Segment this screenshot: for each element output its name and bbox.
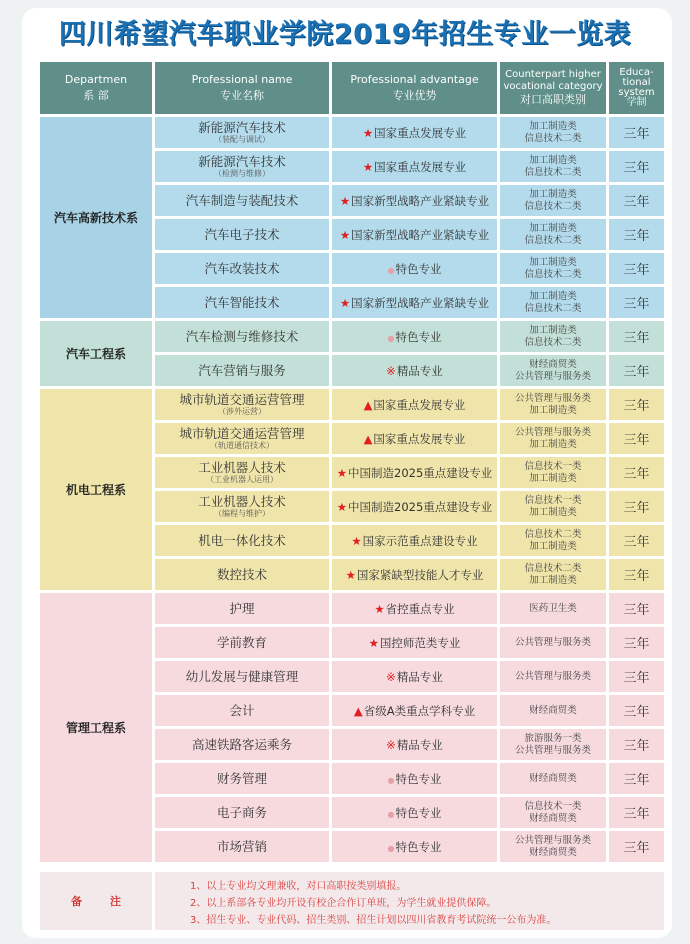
- advantage-marker-icon: ※: [386, 669, 396, 684]
- major-name: 数控技术: [216, 567, 267, 582]
- major-name: 新能源汽车技术: [198, 120, 286, 136]
- category-cell: [500, 797, 606, 828]
- advantage-line: [354, 703, 475, 719]
- category-item: 加工制造类: [529, 438, 577, 450]
- major-name-cell: [155, 389, 329, 420]
- years-cell: 三年: [609, 457, 664, 488]
- major-name-cell: [155, 185, 329, 216]
- advantage-marker-icon: ★: [339, 295, 351, 310]
- advantage-cell: [332, 559, 497, 590]
- header-name: [155, 62, 329, 114]
- header-sys-cn: 学制: [626, 97, 647, 108]
- advantage-cell: [332, 253, 497, 284]
- category-item: 加工制造类: [529, 188, 577, 200]
- header-system: [609, 62, 664, 114]
- note-item: 1、以上专业均文理兼收，对口高职按类别填报。: [190, 881, 407, 892]
- major-name-cell: [155, 457, 329, 488]
- category-item: 信息技术二类: [524, 562, 582, 574]
- advantage-line: [351, 533, 477, 549]
- advantage-line: [346, 567, 484, 583]
- years-cell: 三年: [609, 253, 664, 284]
- advantage-text: 国家重点发展专业: [374, 159, 467, 174]
- advantage-text: 特色专业: [395, 771, 442, 786]
- category-cell: [500, 457, 606, 488]
- years-cell: 三年: [609, 559, 664, 590]
- header-cat-en1: Counterpart higher: [505, 69, 601, 81]
- years-cell: 三年: [609, 185, 664, 216]
- advantage-text: 精品专业: [396, 737, 443, 752]
- advantage-line: [388, 329, 442, 345]
- majors-table: [40, 62, 664, 862]
- category-cell: [500, 763, 606, 794]
- category-item: 公共管理与服务类: [514, 426, 591, 438]
- years-cell: 三年: [609, 117, 664, 148]
- advantage-text: 中国制造2025重点建设专业: [348, 465, 493, 480]
- category-item: 公共管理与服务类: [514, 744, 591, 756]
- advantage-marker-icon: ※: [386, 737, 396, 752]
- category-item: 加工制造类: [529, 574, 577, 586]
- major-name: 市场营销: [216, 839, 267, 854]
- header-dept-en: Departmen: [64, 72, 128, 86]
- advantage-cell: [332, 627, 497, 658]
- advantage-text: 特色专业: [395, 839, 442, 854]
- category-item: 加工制造类: [529, 222, 577, 234]
- advantage-text: 国家重点发展专业: [374, 125, 467, 140]
- years-cell: 三年: [609, 729, 664, 760]
- advantage-marker-icon: ★: [339, 227, 351, 242]
- advantage-cell: [332, 423, 497, 454]
- major-name-cell: [155, 321, 329, 352]
- advantage-text: 国家重点发展专业: [373, 397, 466, 412]
- category-item: 信息技术二类: [524, 234, 582, 246]
- major-name: 汽车检测与维修技术: [185, 329, 299, 344]
- advantage-text: 国家新型战略产业紧缺专业: [351, 227, 490, 242]
- major-name: 会计: [229, 703, 255, 718]
- advantage-text: 特色专业: [395, 805, 442, 820]
- years-cell: 三年: [609, 763, 664, 794]
- major-name: 汽车智能技术: [204, 295, 280, 310]
- notes-text: [155, 872, 664, 930]
- advantage-text: 中国制造2025重点建设专业: [348, 499, 493, 514]
- advantage-cell: [332, 593, 497, 624]
- advantage-text: 省级A类重点学科专业: [363, 703, 476, 718]
- advantage-text: 国家紧缺型技能人才专业: [356, 567, 484, 582]
- major-name: 城市轨道交通运营管理: [179, 426, 305, 442]
- category-item: 信息技术二类: [524, 132, 582, 144]
- advantage-line: [388, 261, 442, 277]
- header-department: [40, 62, 152, 114]
- header-name-cn: 专业名称: [220, 89, 264, 102]
- category-item: 公共管理与服务类: [514, 392, 591, 404]
- department-cell: 机电工程系: [40, 389, 152, 590]
- advantage-text: 国家新型战略产业紧缺专业: [351, 295, 490, 310]
- category-item: 旅游服务一类: [524, 732, 582, 744]
- advantage-line: [340, 295, 489, 311]
- advantage-cell: [332, 661, 497, 692]
- years-cell: 三年: [609, 831, 664, 862]
- category-cell: [500, 525, 606, 556]
- advantage-text: 精品专业: [396, 669, 443, 684]
- advantage-cell: [332, 151, 497, 182]
- years-cell: 三年: [609, 389, 664, 420]
- category-item: 信息技术一类: [524, 494, 582, 506]
- major-name: 汽车营销与服务: [198, 363, 286, 378]
- major-name-cell: [155, 695, 329, 726]
- major-name: 汽车改装技术: [204, 261, 280, 276]
- advantage-line: [388, 771, 442, 787]
- advantage-line: [364, 431, 466, 447]
- category-cell: [500, 423, 606, 454]
- advantage-text: 省控重点专业: [385, 601, 455, 616]
- advantage-cell: [332, 491, 497, 522]
- category-cell: [500, 321, 606, 352]
- years-cell: 三年: [609, 321, 664, 352]
- advantage-line: [386, 363, 443, 379]
- major-name-cell: [155, 287, 329, 318]
- advantage-marker-icon: ★: [336, 465, 348, 480]
- advantage-text: 国控师范类专业: [379, 635, 461, 650]
- category-item: 加工制造类: [529, 540, 577, 552]
- header-name-en: Professional name: [191, 72, 293, 86]
- page-title: 四川希望汽车职业学院2019年招生专业一览表: [58, 19, 632, 50]
- note-item: 2、以上系部各专业均开设有校企合作订单班，为学生就业提供保障。: [190, 898, 497, 909]
- category-item: 财经商贸类: [529, 358, 577, 370]
- years-cell: 三年: [609, 287, 664, 318]
- advantage-line: [388, 805, 442, 821]
- years-cell: 三年: [609, 525, 664, 556]
- advantage-marker-icon: ●: [387, 265, 395, 275]
- advantage-marker-icon: ▲: [363, 397, 373, 412]
- advantage-cell: [332, 389, 497, 420]
- major-name-cell: [155, 797, 329, 828]
- advantage-text: 特色专业: [395, 261, 442, 276]
- major-name-cell: [155, 355, 329, 386]
- major-name: 汽车电子技术: [204, 227, 280, 242]
- department-cell: 汽车高新技术系: [40, 117, 152, 318]
- category-cell: [500, 831, 606, 862]
- category-item: 信息技术二类: [524, 302, 582, 314]
- advantage-line: [340, 193, 489, 209]
- category-item: 加工制造类: [529, 506, 577, 518]
- category-item: 公共管理与服务类: [514, 636, 591, 648]
- years-cell: 三年: [609, 219, 664, 250]
- advantage-marker-icon: ★: [362, 125, 374, 140]
- category-item: 财经商贸类: [529, 812, 577, 824]
- advantage-text: 国家重点发展专业: [373, 431, 466, 446]
- advantage-line: [363, 159, 466, 175]
- years-cell: 三年: [609, 695, 664, 726]
- header-advantage: [332, 62, 497, 114]
- advantage-cell: [332, 219, 497, 250]
- advantage-line: [337, 465, 493, 481]
- major-name-cell: [155, 117, 329, 148]
- header-category: [500, 62, 606, 114]
- major-name-cell: [155, 627, 329, 658]
- advantage-marker-icon: ▲: [353, 703, 363, 718]
- advantage-marker-icon: ★: [345, 567, 356, 582]
- advantage-cell: [332, 185, 497, 216]
- advantage-marker-icon: ※: [386, 363, 396, 378]
- advantage-cell: [332, 321, 497, 352]
- years-cell: 三年: [609, 593, 664, 624]
- advantage-line: [388, 839, 442, 855]
- category-cell: [500, 661, 606, 692]
- major-name-cell: [155, 661, 329, 692]
- major-name-cell: [155, 491, 329, 522]
- category-item: 公共管理与服务类: [514, 670, 591, 682]
- major-name-cell: [155, 219, 329, 250]
- category-cell: [500, 151, 606, 182]
- advantage-cell: [332, 763, 497, 794]
- category-item: 信息技术一类: [524, 800, 582, 812]
- category-item: 加工制造类: [529, 290, 577, 302]
- department-cell: 管理工程系: [40, 593, 152, 862]
- category-item: 加工制造类: [529, 324, 577, 336]
- advantage-cell: [332, 525, 497, 556]
- category-item: 信息技术二类: [524, 166, 582, 178]
- advantage-cell: [332, 355, 497, 386]
- years-cell: 三年: [609, 627, 664, 658]
- years-cell: 三年: [609, 491, 664, 522]
- category-item: 信息技术二类: [524, 336, 582, 348]
- advantage-cell: [332, 729, 497, 760]
- category-cell: [500, 627, 606, 658]
- category-cell: [500, 593, 606, 624]
- category-item: 加工制造类: [529, 404, 577, 416]
- major-name: 工业机器人技术: [198, 494, 286, 510]
- major-name: 学前教育: [216, 635, 267, 650]
- header-sys-en3: system: [618, 87, 655, 98]
- years-cell: 三年: [609, 797, 664, 828]
- major-name: 新能源汽车技术: [198, 154, 286, 170]
- major-name-cell: [155, 423, 329, 454]
- advantage-marker-icon: ●: [387, 333, 395, 343]
- major-name: 机电一体化技术: [198, 533, 286, 548]
- advantage-marker-icon: ●: [387, 809, 395, 819]
- major-name: 电子商务: [216, 805, 267, 820]
- major-name-cell: [155, 253, 329, 284]
- advantage-text: 国家示范重点建设专业: [362, 533, 478, 548]
- advantage-cell: [332, 695, 497, 726]
- major-name-cell: [155, 763, 329, 794]
- department-cell: 汽车工程系: [40, 321, 152, 386]
- category-cell: [500, 491, 606, 522]
- header-sys-en2: tional: [622, 77, 651, 88]
- major-name: 城市轨道交通运营管理: [179, 392, 305, 408]
- advantage-cell: [332, 831, 497, 862]
- category-cell: [500, 355, 606, 386]
- years-cell: 三年: [609, 423, 664, 454]
- major-subtitle: （涉外运营）: [218, 407, 266, 417]
- category-item: 信息技术一类: [524, 460, 582, 472]
- category-cell: [500, 389, 606, 420]
- advantage-marker-icon: ★: [368, 635, 379, 650]
- advantage-cell: [332, 457, 497, 488]
- notes-row: [40, 872, 664, 930]
- years-cell: 三年: [609, 151, 664, 182]
- advantage-cell: [332, 287, 497, 318]
- major-subtitle: （检测与维修）: [214, 169, 270, 179]
- major-name: 幼儿发展与健康管理: [185, 669, 299, 684]
- header-adv-cn: 专业优势: [392, 89, 437, 102]
- advantage-marker-icon: ★: [362, 159, 374, 174]
- major-name: 护理: [229, 601, 255, 616]
- major-name: 高速铁路客运乘务: [191, 737, 292, 752]
- advantage-marker-icon: ●: [387, 775, 395, 785]
- advantage-marker-icon: ▲: [363, 431, 373, 446]
- advantage-text: 国家新型战略产业紧缺专业: [351, 193, 490, 208]
- major-name-cell: [155, 559, 329, 590]
- category-item: 加工制造类: [529, 256, 577, 268]
- category-cell: [500, 729, 606, 760]
- category-item: 财经商贸类: [529, 704, 577, 716]
- category-item: 医药卫生类: [529, 602, 577, 614]
- advantage-line: [386, 669, 443, 685]
- note-item: 3、招生专业、专业代码、招生类别、招生计划以四川省教育考试院统一公布为准。: [190, 915, 557, 926]
- category-item: 财经商贸类: [529, 846, 577, 858]
- major-name-cell: [155, 831, 329, 862]
- category-cell: [500, 253, 606, 284]
- advantage-line: [340, 227, 489, 243]
- years-cell: 三年: [609, 355, 664, 386]
- category-item: 信息技术二类: [524, 528, 582, 540]
- major-subtitle: （编程与维护）: [214, 509, 270, 519]
- advantage-text: 特色专业: [395, 329, 442, 344]
- advantage-cell: [332, 797, 497, 828]
- category-cell: [500, 185, 606, 216]
- major-name-cell: [155, 593, 329, 624]
- category-item: 加工制造类: [529, 120, 577, 132]
- major-name: 工业机器人技术: [198, 460, 286, 476]
- category-item: 加工制造类: [529, 472, 577, 484]
- advantage-text: 精品专业: [396, 363, 443, 378]
- advantage-line: [337, 499, 493, 515]
- category-cell: [500, 559, 606, 590]
- major-name: 财务管理: [216, 771, 267, 786]
- major-subtitle: （装配与调试）: [214, 135, 270, 145]
- advantage-line: [374, 601, 454, 617]
- header-adv-en: Professional advantage: [350, 72, 479, 86]
- category-item: 公共管理与服务类: [514, 370, 591, 382]
- category-cell: [500, 219, 606, 250]
- header-dept-cn: 系 部: [83, 89, 109, 102]
- category-item: 财经商贸类: [529, 772, 577, 784]
- major-name-cell: [155, 729, 329, 760]
- header-sys-en1: Educa-: [619, 67, 654, 78]
- advantage-marker-icon: ★: [339, 193, 351, 208]
- category-item: 信息技术二类: [524, 268, 582, 280]
- years-cell: 三年: [609, 661, 664, 692]
- category-item: 公共管理与服务类: [514, 834, 591, 846]
- advantage-marker-icon: ★: [374, 601, 385, 616]
- category-cell: [500, 695, 606, 726]
- advantage-cell: [332, 117, 497, 148]
- advantage-line: [363, 125, 466, 141]
- major-subtitle: （轨道通信技术）: [210, 441, 274, 451]
- header-cat-cn: 对口高职类别: [520, 93, 586, 107]
- header-cat-en2: vocational category: [503, 80, 603, 92]
- major-subtitle: （工业机器人运用）: [206, 475, 278, 485]
- category-item: 加工制造类: [529, 154, 577, 166]
- category-item: 信息技术二类: [524, 200, 582, 212]
- major-name: 汽车制造与装配技术: [185, 193, 299, 208]
- advantage-marker-icon: ★: [336, 499, 348, 514]
- advantage-marker-icon: ●: [387, 843, 395, 853]
- notes-label: 备注: [40, 872, 152, 930]
- advantage-line: [369, 635, 461, 651]
- category-cell: [500, 287, 606, 318]
- major-name-cell: [155, 151, 329, 182]
- advantage-line: [364, 397, 466, 413]
- major-name-cell: [155, 525, 329, 556]
- category-cell: [500, 117, 606, 148]
- advantage-line: [386, 737, 443, 753]
- advantage-marker-icon: ★: [351, 533, 362, 548]
